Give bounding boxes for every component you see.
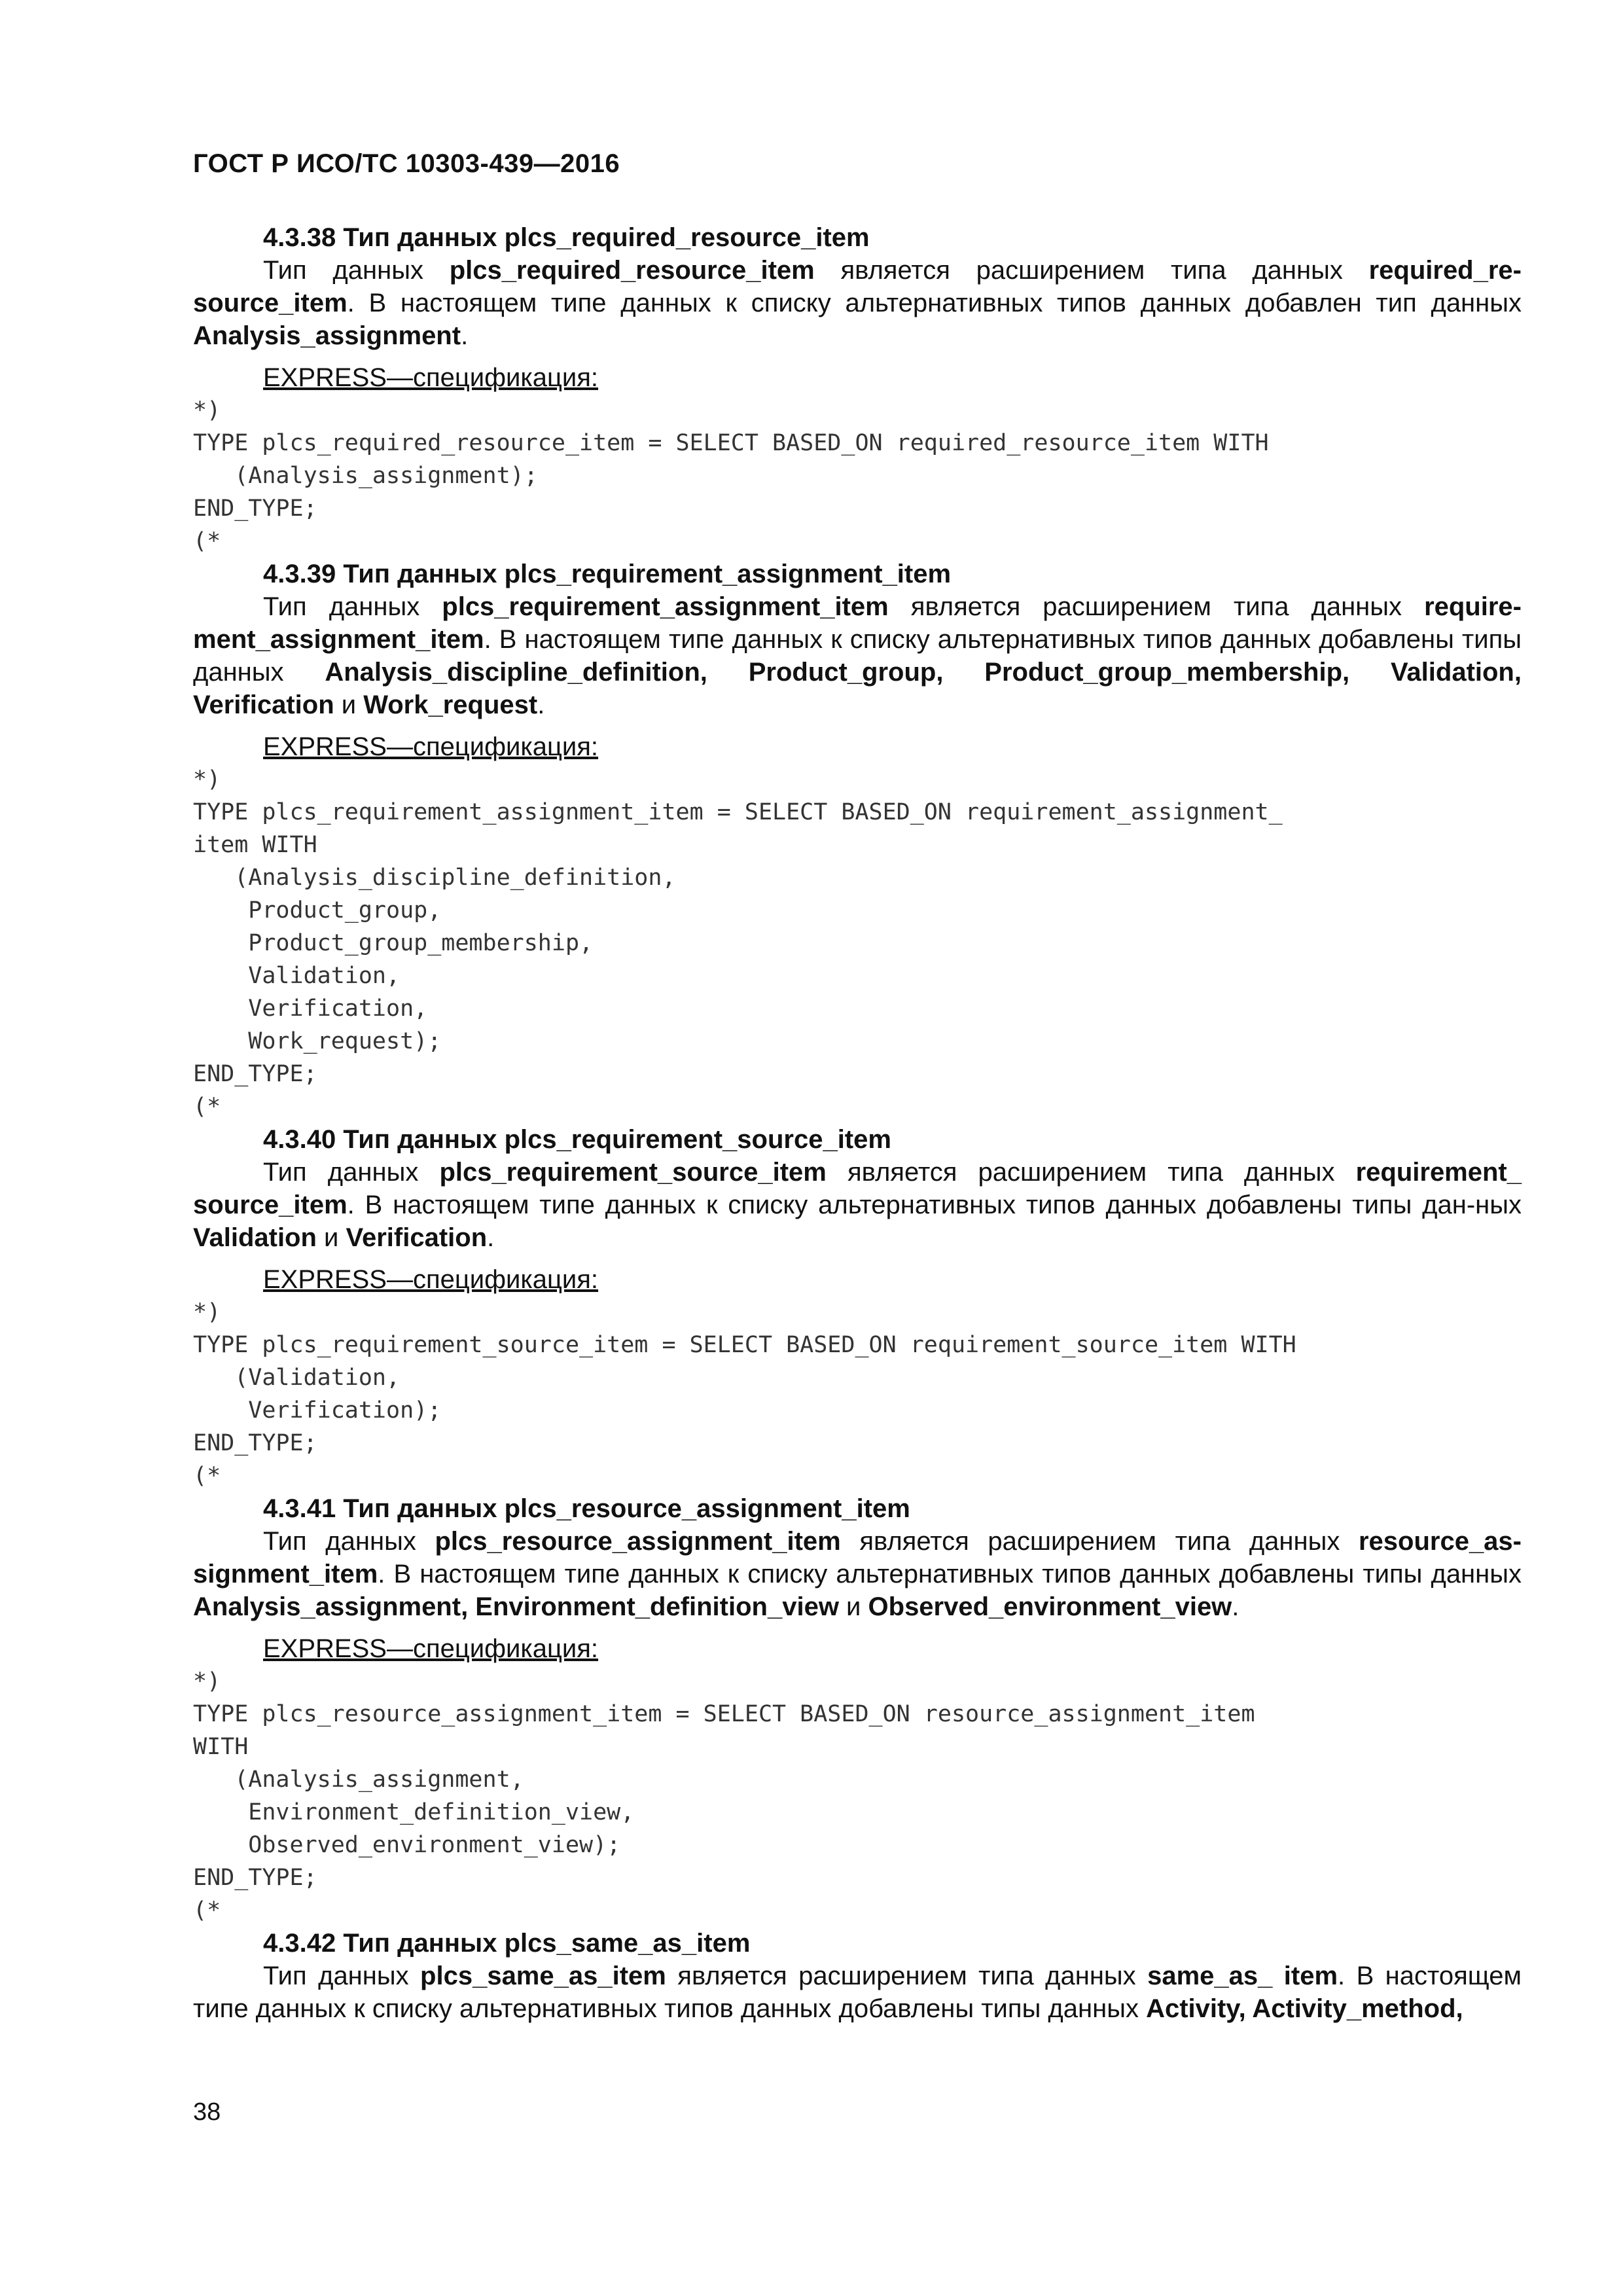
text-run: является расширением типа данных [814,256,1369,285]
text-run: . В настоящем типе данных к списку альтернативных типов данных добавлены типы дан-ных [347,1191,1522,1219]
text-run: и [316,1223,346,1252]
type-name: required_re-source_item [193,256,1522,317]
document-header: ГОСТ Р ИСО/ТС 10303-439—2016 [193,149,620,178]
type-name: Activity, Activity_method, [1146,1994,1463,2023]
express-code-block: *) TYPE plcs_required_resource_item = SELECT BASED_ON required_resource_item WITH (Analysis_assignment); END_TYPE; (* [193,397,1269,554]
type-name: require-ment_assignment_item [193,592,1522,654]
section-4-3-40 [193,1123,1522,1492]
section-heading: 4.3.40 Тип данных plcs_requirement_source_item [263,1125,891,1154]
text-run: и [838,1592,868,1621]
text-run: . [1232,1592,1240,1621]
express-code-block: *) TYPE plcs_requirement_assignment_item = SELECT BASED_ON requirement_assignment_ item WITH (Analysis_discipline_definition, Product_group, Product_group_membership, Validation, Verification, Work_request); END_TYPE; (* [193,766,1283,1120]
type-name: plcs_required_resource_item [449,256,815,285]
text-run: . В настоящем типе данных к списку альтернативных типов данных добавлен тип данных [347,289,1522,317]
text-run: . [487,1223,495,1252]
type-name: Verification [346,1223,488,1252]
express-spec-label: EXPRESS—спецификация: [263,363,599,392]
type-name: Analysis_discipline_definition, Product_group, Product_group_membership, Validation, Verification [193,658,1522,719]
section-paragraph [193,254,1522,352]
type-name: same_as_ item [1147,1962,1338,1990]
text-run: Тип данных [263,1962,421,1990]
section-4-3-42 [193,1927,1522,2025]
type-name: resource_as-signment_item [193,1527,1522,1588]
text-run: Тип данных [263,256,450,285]
text-run: . [537,691,545,719]
text-run: . В настоящем типе данных к списку альтернативных типов данных добавлены типы данных [193,1962,1522,2023]
section-4-3-38 [193,221,1522,558]
text-run: Тип данных [263,1158,440,1187]
document-body [193,221,1522,2025]
type-name: Observed_environment_view [868,1592,1232,1621]
text-run: Тип данных [263,592,442,621]
type-name: plcs_resource_assignment_item [435,1527,841,1556]
express-spec-label: EXPRESS—спецификация: [263,732,599,761]
express-code-block: *) TYPE plcs_requirement_source_item = SELECT BASED_ON requirement_source_item WITH (Validation, Verification); END_TYPE; (* [193,1299,1296,1489]
text-run: и [334,691,364,719]
section-paragraph [193,1156,1522,1254]
text-run: является расширением типа данных [840,1527,1359,1556]
page-number: 38 [193,2098,221,2126]
section-4-3-41 [193,1492,1522,1927]
section-heading: 4.3.42 Тип данных plcs_same_as_item [263,1929,751,1958]
express-code-block: *) TYPE plcs_resource_assignment_item = SELECT BASED_ON resource_assignment_item WITH (Analysis_assignment, Environment_definition_view, Observed_environment_view); END_TYPE; (* [193,1668,1255,1924]
section-paragraph [193,1960,1522,2025]
text-run: Тип данных [263,1527,435,1556]
section-paragraph [193,1525,1522,1623]
type-name: plcs_same_as_item [420,1962,666,1990]
express-spec-label: EXPRESS—спецификация: [263,1634,599,1663]
type-name: Analysis_assignment [193,321,461,350]
text-run: является расширением типа данных [888,592,1425,621]
text-run: . В настоящем типе данных к списку альтернативных типов данных добавлены типы данных [378,1560,1522,1588]
type-name: Analysis_assignment, Environment_definition_view [193,1592,839,1621]
express-spec-label: EXPRESS—спецификация: [263,1265,599,1294]
section-4-3-39 [193,558,1522,1123]
type-name: plcs_requirement_assignment_item [442,592,889,621]
section-heading: 4.3.39 Тип данных plcs_requirement_assignment_item [263,560,952,588]
type-name: plcs_requirement_source_item [439,1158,827,1187]
text-run: является расширением типа данных [826,1158,1356,1187]
type-name: Validation [193,1223,317,1252]
text-run: является расширением типа данных [666,1962,1148,1990]
section-heading: 4.3.38 Тип данных plcs_required_resource_item [263,223,870,252]
text-run: . [461,321,469,350]
section-heading: 4.3.41 Тип данных plcs_resource_assignment_item [263,1494,910,1523]
type-name: requirement_ source_item [193,1158,1522,1219]
section-paragraph [193,590,1522,721]
type-name: Work_request [363,691,538,719]
text-run: . В настоящем типе данных к списку альтернативных типов данных добавлены типы данных [193,625,1522,687]
